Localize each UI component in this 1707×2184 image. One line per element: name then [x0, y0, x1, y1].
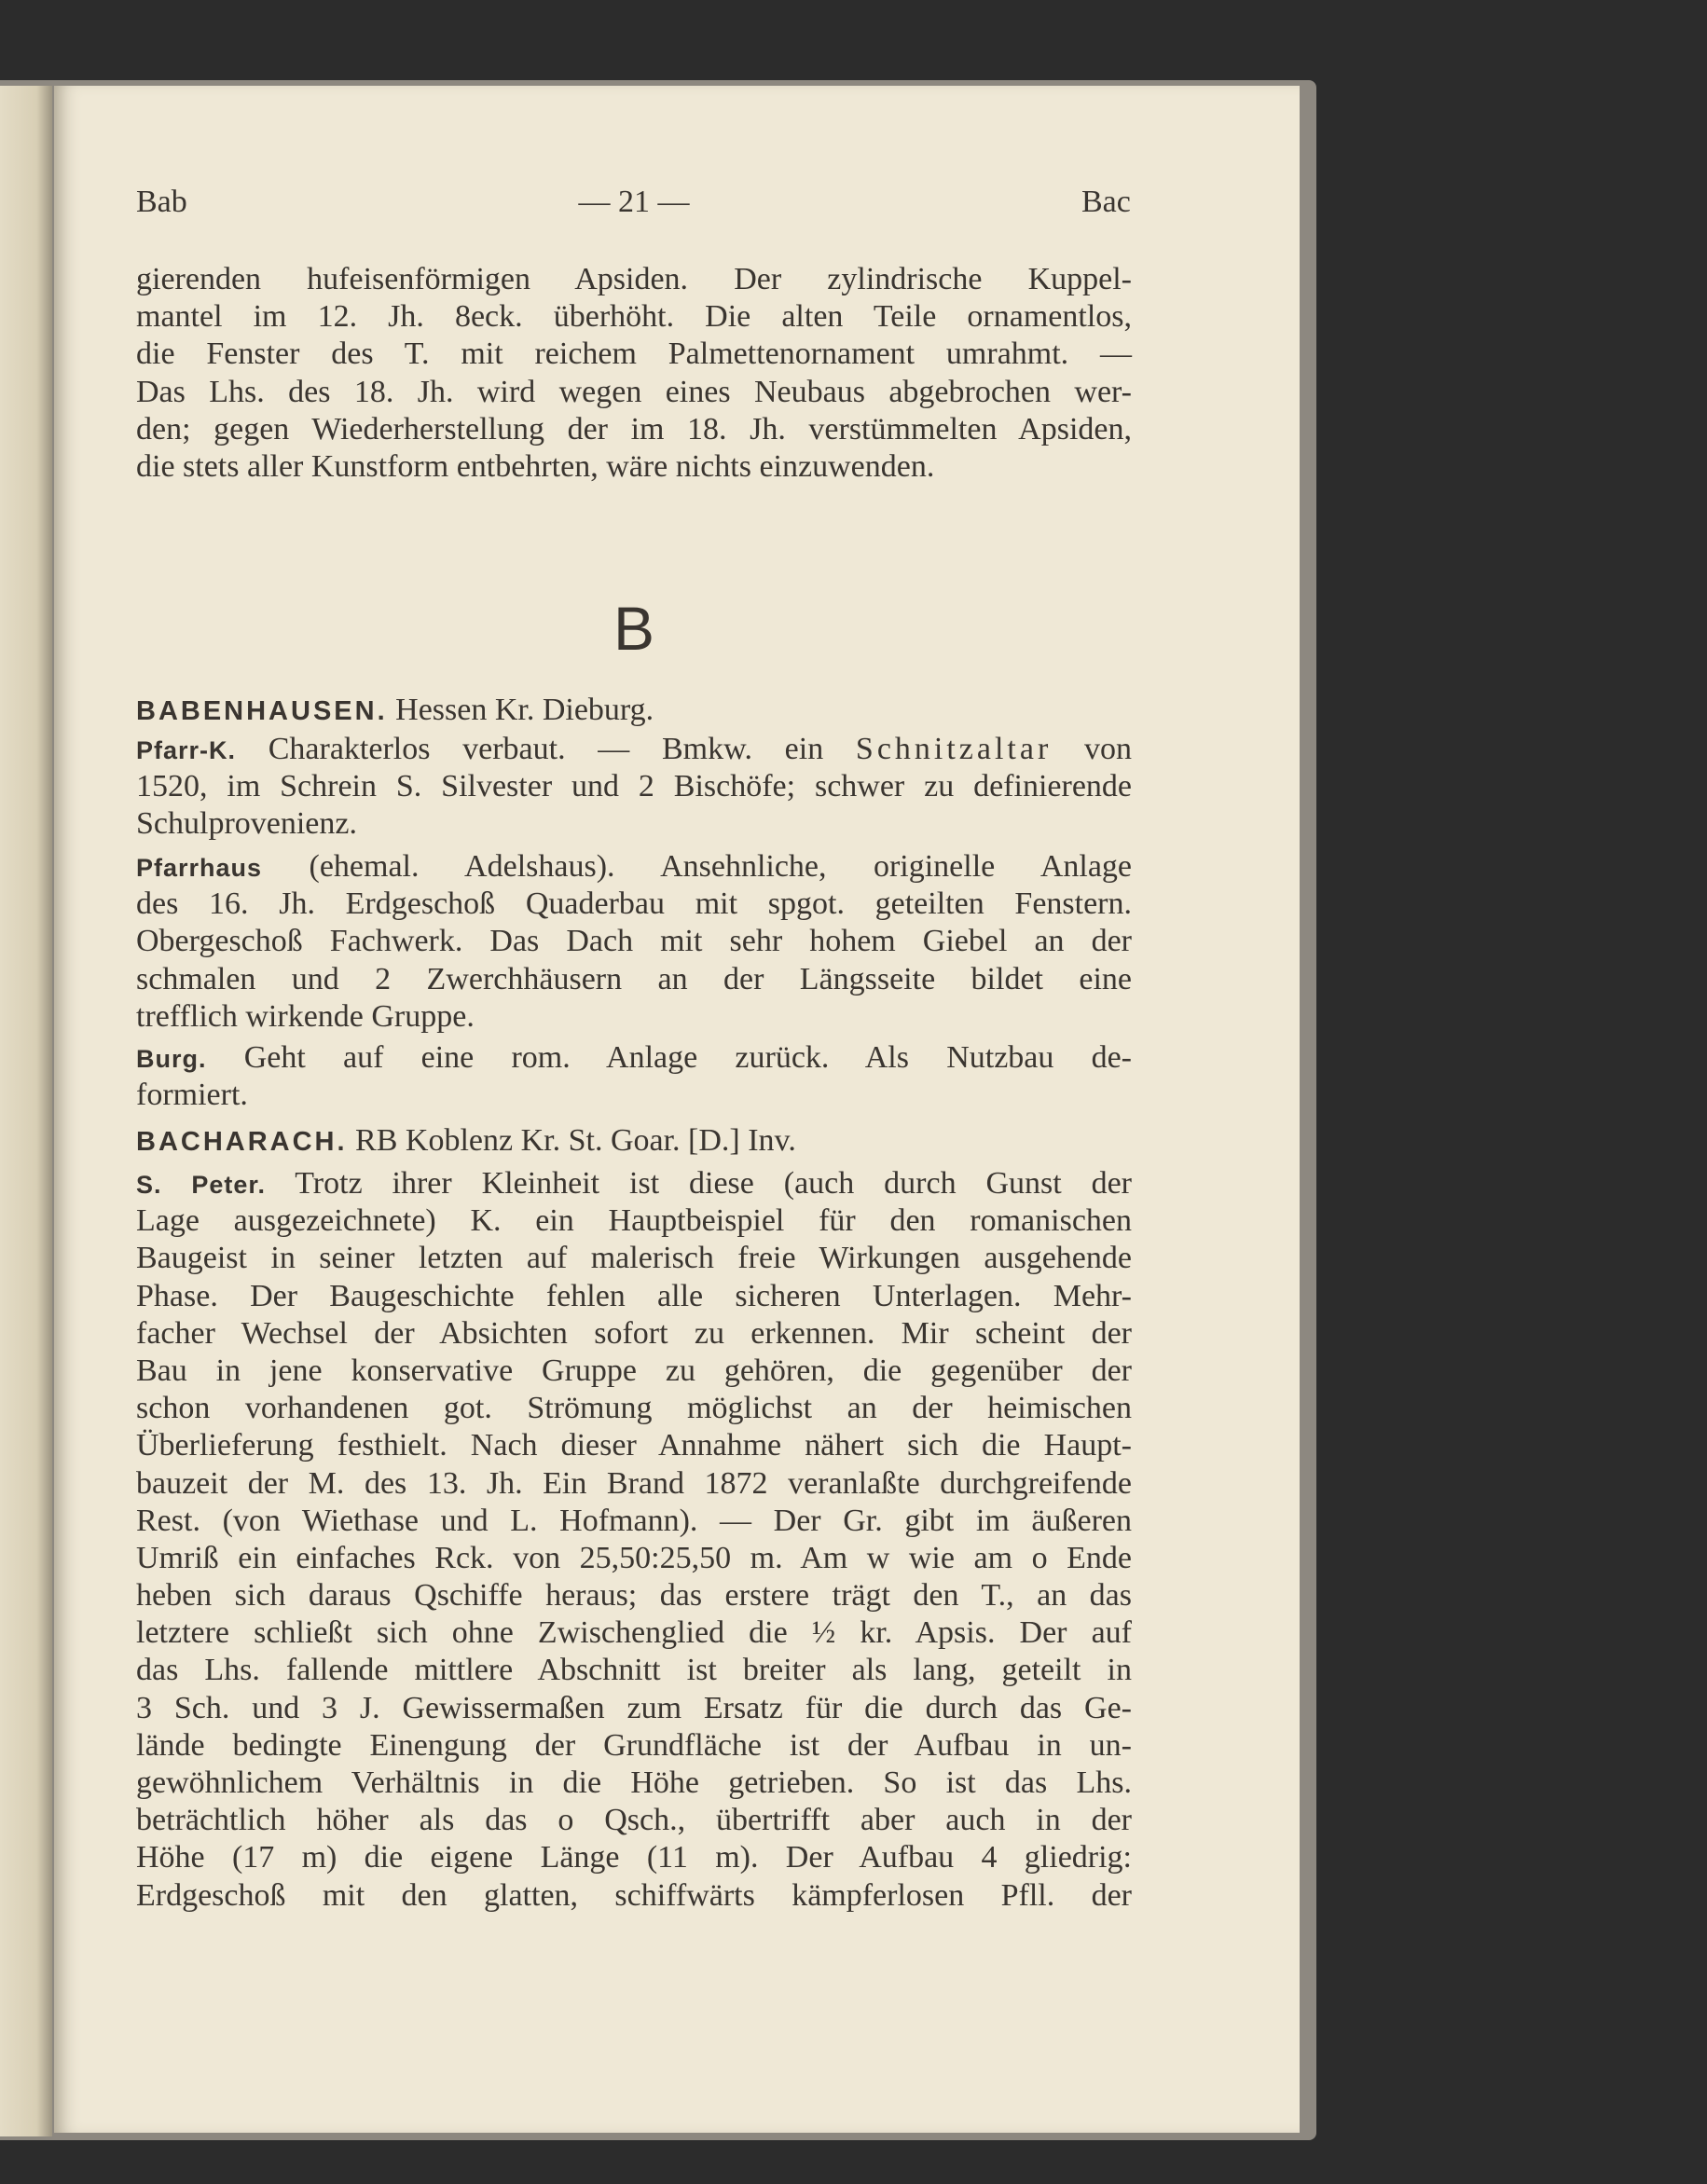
text-segment: RB Koblenz Kr. St. Goar. [D.] Inv. — [347, 1123, 796, 1158]
text-segment: die Fenster des T. mit reichem Palmettenornament umrahmt. — — [136, 337, 1132, 372]
text-line — [136, 961, 1132, 998]
text-line — [136, 411, 1132, 448]
text-segment: Phase. Der Baugeschichte fehlen alle sicheren Unterlagen. Mehr- — [136, 1278, 1132, 1313]
text-line — [136, 731, 1132, 768]
text-segment: von — [1052, 732, 1132, 766]
text-line — [136, 805, 1132, 843]
text-segment: Überlieferung festhielt. Nach dieser Annahme nähert sich die Haupt- — [136, 1428, 1132, 1463]
text-line — [136, 1077, 1132, 1114]
text-line — [136, 1202, 1132, 1240]
text-segment: lände bedingte Einengung der Grundfläche ist der Aufbau in un- — [136, 1727, 1132, 1763]
text-line — [136, 1540, 1132, 1577]
text-line — [136, 1877, 1132, 1915]
text-segment: trefflich wirkende Gruppe. — [136, 998, 475, 1034]
text-segment: Höhe (17 m) die eigene Länge (11 m). Der Aufbau 4 gliedrig: — [136, 1840, 1132, 1875]
text-segment: letztere schließt sich ohne Zwischenglied die ½ kr. Apsis. Der auf — [136, 1615, 1132, 1651]
text-line — [136, 1690, 1132, 1727]
text-line — [136, 1503, 1132, 1540]
page-number: — 21 — — [578, 185, 690, 219]
text-segment: die stets aller Kunstform entbehrten, wäre nichts einzuwenden. — [136, 448, 935, 484]
text-line — [136, 768, 1132, 805]
text-line — [136, 1353, 1132, 1390]
text-line — [136, 1427, 1132, 1464]
text-segment: Schulprovenienz. — [136, 806, 357, 842]
text-segment: Schnitzaltar — [855, 732, 1053, 766]
text-segment: den; gegen Wiederherstellung der im 18. Jh. verstümmelten Apsiden, — [136, 411, 1132, 446]
text-line — [136, 1315, 1132, 1353]
text-segment: formiert. — [136, 1078, 248, 1113]
text-segment: das Lhs. fallende mittlere Abschnitt ist breiter als lang, geteilt in — [136, 1653, 1132, 1688]
text-segment: (ehemal. Adelshaus). Ansehnliche, originelle Anlage — [262, 849, 1132, 884]
text-segment: Bau in jene konservative Gruppe zu gehören, die gegenüber der — [136, 1353, 1132, 1388]
entry-babenhausen — [136, 692, 1132, 729]
text-segment: Trotz ihrer Kleinheit ist diese (auch durch Gunst der — [265, 1166, 1132, 1201]
text-line — [136, 298, 1132, 336]
text-segment: Erdgeschoß mit den glatten, schiffwärts kämpferlosen Pfll. der — [136, 1877, 1132, 1913]
text-segment: Rest. (von Wiethase und L. Hofmann). — Der Gr. gibt im äußeren — [136, 1503, 1132, 1538]
running-head-left: Bab — [136, 185, 187, 219]
text-segment: schmalen und 2 Zwerchhäusern an der Längsseite bildet eine — [136, 961, 1132, 996]
running-head-right: Bac — [1081, 185, 1131, 219]
text-line — [136, 1165, 1132, 1202]
text-line — [136, 1240, 1132, 1277]
section-letter: B — [613, 594, 655, 663]
text-line — [136, 1465, 1132, 1503]
entry-pfarrkirche — [136, 731, 1132, 844]
text-segment: Charakterlos verbaut. — Bmkw. ein — [236, 732, 856, 766]
text-segment: mantel im 12. Jh. 8eck. überhöht. Die alten Teile ornamentlos, — [136, 299, 1132, 335]
text-line — [136, 998, 1132, 1036]
text-segment: Umriß ein einfaches Rck. von 25,50:25,50 m. Am w wie am o Ende — [136, 1540, 1132, 1575]
entry-burg — [136, 1039, 1132, 1114]
text-line — [136, 336, 1132, 373]
left-page-edge — [0, 86, 52, 2136]
entry-heading: Pfarrhaus — [136, 854, 263, 882]
text-segment: Geht auf eine rom. Anlage zurück. Als Nutzbau de- — [206, 1040, 1132, 1075]
text-line — [136, 923, 1132, 960]
entry-heading: Burg. — [136, 1045, 207, 1073]
entry-heading: Pfarr-K. — [136, 736, 237, 764]
text-segment: Baugeist in seiner letzten auf malerisch freie Wirkungen ausgehende — [136, 1241, 1132, 1276]
text-segment: Obergeschoß Fachwerk. Das Dach mit sehr hohem Giebel an der — [136, 924, 1132, 959]
entry-heading: S. Peter. — [136, 1171, 266, 1199]
text-line — [136, 848, 1132, 886]
text-segment: 1520, im Schrein S. Silvester und 2 Bischöfe; schwer zu definierende — [136, 769, 1132, 804]
entry-heading: BABENHAUSEN. — [136, 696, 388, 726]
text-line — [136, 261, 1132, 298]
text-line — [136, 374, 1132, 411]
text-line — [136, 448, 1132, 486]
text-segment: schon vorhandenen got. Strömung möglichst an der heimischen — [136, 1391, 1132, 1426]
text-segment: gierenden hufeisenförmigen Apsiden. Der zylindrische Kuppel- — [136, 262, 1132, 296]
text-segment: des 16. Jh. Erdgeschoß Quaderbau mit spgot. geteilten Fenstern. — [136, 886, 1132, 922]
text-segment: heben sich daraus Qschiffe heraus; das erstere trägt den T., an das — [136, 1578, 1132, 1614]
text-line — [136, 1577, 1132, 1614]
entry-heading: BACHARACH. — [136, 1127, 348, 1157]
text-segment: facher Wechsel der Absichten sofort zu erkennen. Mir scheint der — [136, 1315, 1132, 1351]
text-line — [136, 692, 1132, 729]
text-line — [136, 1122, 1132, 1160]
text-line — [136, 1652, 1132, 1689]
text-line — [136, 1390, 1132, 1427]
text-segment: Hessen Kr. Dieburg. — [387, 693, 654, 727]
text-line — [136, 1765, 1132, 1802]
text-segment: beträchtlich höher als das o Qsch., übertrifft aber auch in der — [136, 1803, 1132, 1838]
text-segment: 3 Sch. und 3 J. Gewissermaßen zum Ersatz für die durch das Ge- — [136, 1690, 1132, 1725]
text-segment: bauzeit der M. des 13. Jh. Ein Brand 1872 veranlaßte durchgreifende — [136, 1465, 1132, 1501]
text-line — [136, 1839, 1132, 1876]
text-segment: Lage ausgezeichnete) K. ein Hauptbeispiel für den romanischen — [136, 1203, 1132, 1239]
text-segment: gewöhnlichem Verhältnis in die Höhe getrieben. So ist das Lhs. — [136, 1765, 1132, 1800]
text-line — [136, 1727, 1132, 1765]
entry-pfarrhaus — [136, 848, 1132, 1036]
continued-paragraph — [136, 261, 1132, 486]
entry-s-peter — [136, 1165, 1132, 1915]
text-line — [136, 1039, 1132, 1077]
text-line — [136, 886, 1132, 923]
entry-bacharach — [136, 1122, 1132, 1160]
text-line — [136, 1278, 1132, 1315]
text-line — [136, 1802, 1132, 1839]
text-segment: Das Lhs. des 18. Jh. wird wegen eines Neubaus abgebrochen wer- — [136, 374, 1132, 409]
text-line — [136, 1614, 1132, 1652]
